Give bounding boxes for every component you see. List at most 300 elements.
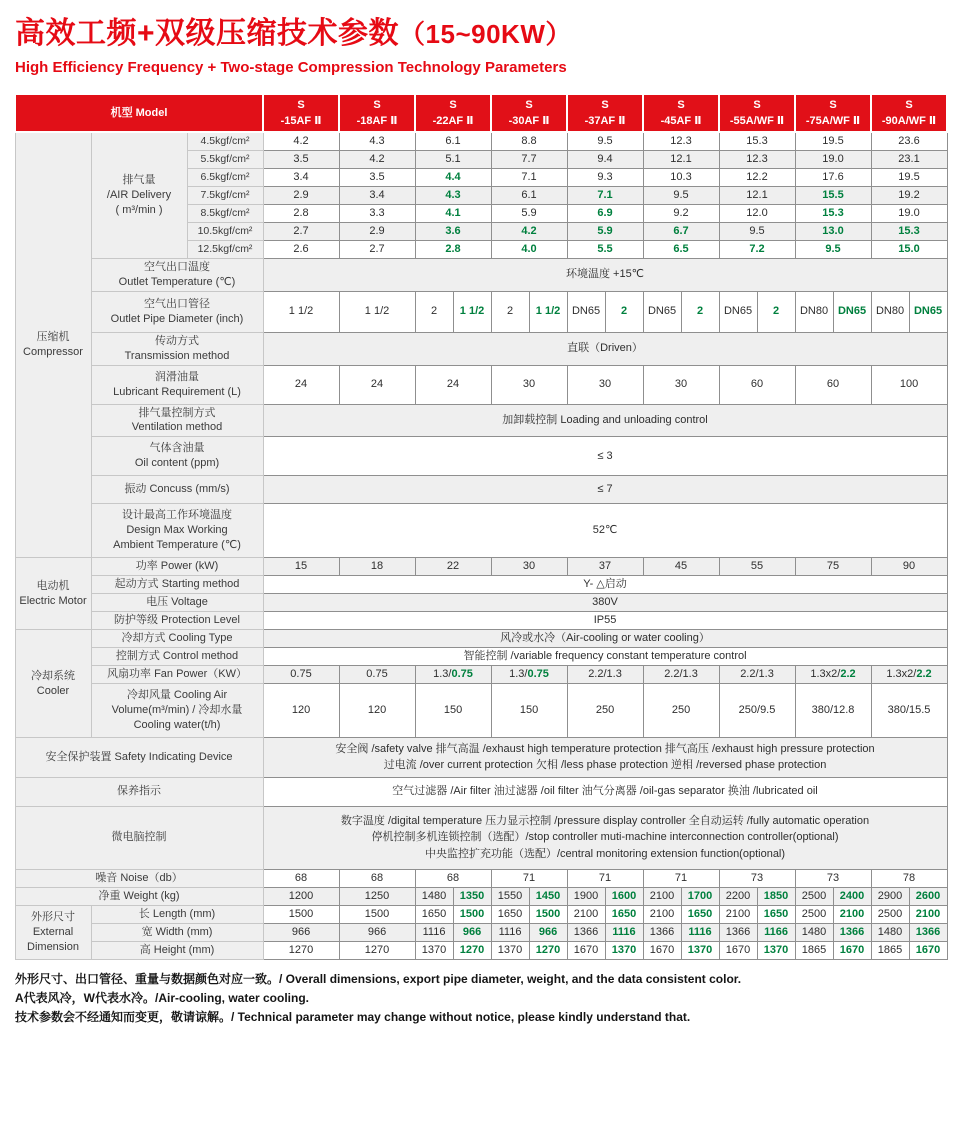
data-cell: 12.2: [719, 168, 795, 186]
data-cell: 1865: [871, 941, 909, 959]
row-label: [15, 887, 263, 905]
data-cell: 1270: [339, 941, 415, 959]
data-cell: 15.3: [795, 204, 871, 222]
data-cell: 9.5: [567, 132, 643, 150]
data-cell: IP55: [263, 612, 947, 630]
data-cell: 1366: [909, 923, 947, 941]
data-cell: 2.9: [263, 186, 339, 204]
data-cell: 150: [415, 683, 491, 737]
row-label: [15, 806, 263, 869]
data-cell: 6.7: [643, 222, 719, 240]
row-label-line: Ambient Temperature (℃): [113, 539, 241, 552]
model-header: [491, 94, 567, 132]
model-header-line: -45AF Ⅱ: [660, 115, 702, 127]
data-cell: 22: [415, 558, 491, 576]
data-cell: 380/12.8: [795, 683, 871, 737]
data-cell: 12.3: [719, 150, 795, 168]
row-label: [91, 404, 263, 437]
footnote-colors: 外形尺寸、出口管径、重量与数据颜色对应一致。/ Overall dimensions, export pipe diameter, weight, and the data consistent color.: [15, 971, 742, 986]
row-label-line: 气体含油量: [149, 442, 205, 455]
data-cell: 45: [643, 558, 719, 576]
data-cell: 4.0: [491, 240, 567, 258]
data-cell: 3.5: [263, 150, 339, 168]
group-label: [15, 132, 91, 558]
data-cell: 1670: [567, 941, 605, 959]
data-cell: 0.75: [339, 665, 415, 683]
data-cell: 1670: [909, 941, 947, 959]
data-cell: 空气过滤器 /Air filter 油过滤器 /oil filter 油气分离器 /oil-gas separator 换油 /lubricated oil: [263, 777, 947, 806]
model-header: [795, 94, 871, 132]
data-cell: 68: [415, 869, 491, 887]
data-cell: 6.1: [415, 132, 491, 150]
data-cell: 17.6: [795, 168, 871, 186]
row-label: [91, 476, 263, 504]
data-cell: 1600: [605, 887, 643, 905]
model-header-label: 机型 Model: [15, 94, 263, 132]
data-cell: 2.7: [263, 222, 339, 240]
data-cell: [871, 665, 947, 683]
data-cell: 1366: [643, 923, 681, 941]
table-row: [15, 806, 947, 869]
data-cell: 6.5: [643, 240, 719, 258]
row-label-line: 排气量: [122, 174, 156, 187]
data-cell: 2.2/1.3: [567, 665, 643, 683]
data-cell: 71: [643, 869, 719, 887]
data-cell: 3.5: [339, 168, 415, 186]
row-label-line: 排气量控制方式: [138, 406, 216, 419]
data-cell-line: 停机控制多机连锁控制（选配）/stop controller muti-machine interconnection controller(optional): [371, 831, 839, 844]
data-cell: 1370: [681, 941, 719, 959]
row-label-line: Outlet Temperature (℃): [118, 275, 236, 288]
data-cell: 966: [453, 923, 491, 941]
row-label-line: 宽 Width (mm): [141, 925, 213, 938]
data-cell: 1366: [833, 923, 871, 941]
data-cell: 9.5: [795, 240, 871, 258]
row-label: [91, 630, 263, 648]
row-label-line: Design Max Working: [126, 524, 228, 537]
data-cell: 71: [567, 869, 643, 887]
row-label: [91, 941, 263, 959]
data-cell: 12.3: [643, 132, 719, 150]
data-cell: 风冷或水冷（Air-cooling or water cooling）: [263, 630, 947, 648]
data-cell: 1650: [491, 905, 529, 923]
model-header-line: S: [525, 98, 533, 111]
row-label-line: 风扇功率 Fan Power（KW）: [107, 667, 247, 680]
data-cell-part: 0.75: [527, 667, 549, 680]
data-cell: 19.2: [871, 186, 947, 204]
row-label-line: ( m³/min ): [115, 203, 163, 216]
data-cell-line: 安全阀 /safety valve 排气高温 /exhaust high temperature protection 排气高压 /exhaust high pressure protection: [335, 742, 875, 755]
model-header-line: -22AF Ⅱ: [432, 115, 474, 127]
group-label-line: Dimension: [27, 940, 79, 953]
table-row: [15, 648, 947, 666]
row-label: [91, 612, 263, 630]
data-cell: 23.6: [871, 132, 947, 150]
data-cell: 1480: [795, 923, 833, 941]
row-label-line: Lubricant Requirement (L): [113, 385, 241, 398]
data-cell: 1366: [567, 923, 605, 941]
row-label: [91, 365, 263, 404]
data-cell: 150: [491, 683, 567, 737]
data-cell: 19.5: [795, 132, 871, 150]
data-cell: 1250: [339, 887, 415, 905]
data-cell: DN65: [567, 291, 605, 332]
table-row: [15, 404, 947, 437]
data-cell: [263, 737, 947, 777]
data-cell: 2: [757, 291, 795, 332]
data-cell: 30: [491, 365, 567, 404]
data-cell: 1270: [529, 941, 567, 959]
group-label-line: External: [32, 925, 74, 938]
data-cell: 1 1/2: [263, 291, 339, 332]
data-cell: 4.4: [415, 168, 491, 186]
data-cell: 1370: [415, 941, 453, 959]
row-label: [91, 437, 263, 476]
data-cell: 24: [415, 365, 491, 404]
data-cell: DN80: [871, 291, 909, 332]
model-header-line: -30AF Ⅱ: [508, 115, 550, 127]
data-cell-line: 中央监控扩充功能（选配）/central monitoring extension function(optional): [424, 848, 786, 861]
data-cell: [263, 806, 947, 869]
data-cell: 2100: [643, 905, 681, 923]
data-cell: 5.1: [415, 150, 491, 168]
row-label-line: Outlet Pipe Diameter (inch): [110, 312, 244, 325]
row-label-line: 噪音 Noise（db）: [95, 871, 183, 884]
footnote-cooling-codes: A代表风冷，W代表水冷。/Air-cooling, water cooling.: [15, 991, 310, 1006]
data-cell: 3.6: [415, 222, 491, 240]
data-cell: 2.8: [415, 240, 491, 258]
data-cell: 5.9: [567, 222, 643, 240]
data-cell: 2900: [871, 887, 909, 905]
model-header-line: S: [829, 98, 837, 111]
data-cell: 1116: [415, 923, 453, 941]
data-cell: 5.9: [491, 204, 567, 222]
data-cell: 15.3: [871, 222, 947, 240]
data-cell: 2500: [871, 905, 909, 923]
row-label-line: 传动方式: [155, 334, 199, 347]
data-cell: ≤ 7: [263, 476, 947, 504]
data-cell: 250/9.5: [719, 683, 795, 737]
data-cell: 68: [339, 869, 415, 887]
row-label-line: 电压 Voltage: [146, 596, 208, 609]
model-header-line: S: [905, 98, 913, 111]
data-cell: 2.7: [339, 240, 415, 258]
row-label-line: 长 Length (mm): [138, 907, 216, 920]
data-cell: 2.2/1.3: [719, 665, 795, 683]
group-label: [15, 905, 91, 959]
data-cell: Y- △启动: [263, 576, 947, 594]
data-cell: 4.2: [491, 222, 567, 240]
row-label: [91, 594, 263, 612]
row-label-line: 冷却风量 Cooling Air: [126, 689, 228, 702]
page-title: [15, 8, 960, 52]
data-cell: 2: [415, 291, 453, 332]
table-row: [15, 737, 947, 777]
data-cell-part: 0.75: [451, 667, 473, 680]
data-cell: 1450: [529, 887, 567, 905]
model-header-line: S: [753, 98, 761, 111]
data-cell: 9.5: [719, 222, 795, 240]
table-row: [15, 887, 947, 905]
row-label-line: 微电脑控制: [111, 831, 167, 844]
row-label: [91, 558, 263, 576]
data-cell: 3.4: [339, 186, 415, 204]
data-cell: 12.1: [643, 150, 719, 168]
model-header: [719, 94, 795, 132]
data-cell: 1 1/2: [339, 291, 415, 332]
data-cell: 2.6: [263, 240, 339, 258]
row-label: [15, 777, 263, 806]
model-header-line: S: [601, 98, 609, 111]
row-label-line: 防护等级 Protection Level: [114, 614, 240, 627]
data-cell: DN65: [833, 291, 871, 332]
data-cell: 120: [339, 683, 415, 737]
pressure-label: 10.5kgf/cm²: [187, 222, 263, 240]
row-label-line: 保养指示: [117, 785, 161, 798]
data-cell-part: 1.3/: [433, 667, 452, 680]
data-cell: 4.2: [339, 150, 415, 168]
group-label-line: 电动机: [36, 579, 70, 592]
data-cell: 15: [263, 558, 339, 576]
table-row: [15, 291, 947, 332]
row-label: [15, 737, 263, 777]
data-cell: 1500: [453, 905, 491, 923]
data-cell: 2600: [909, 887, 947, 905]
data-cell: 2200: [719, 887, 757, 905]
row-label: [91, 665, 263, 683]
model-header: [263, 94, 339, 132]
data-cell: 1900: [567, 887, 605, 905]
data-cell: 2400: [833, 887, 871, 905]
model-header-line: -55A/WF Ⅱ: [729, 115, 785, 127]
model-header-row: [15, 94, 947, 132]
data-cell: 2.9: [339, 222, 415, 240]
table-row: [15, 869, 947, 887]
data-cell: 71: [491, 869, 567, 887]
row-label: [91, 923, 263, 941]
model-header: [415, 94, 491, 132]
data-cell: 1370: [491, 941, 529, 959]
table-row: [15, 437, 947, 476]
data-cell: 18: [339, 558, 415, 576]
model-header-line: -18AF Ⅱ: [356, 115, 398, 127]
model-header: [339, 94, 415, 132]
data-cell: 1670: [643, 941, 681, 959]
row-label-line: 高 Height (mm): [139, 943, 215, 956]
model-header: [643, 94, 719, 132]
data-cell: 直联（Driven）: [263, 332, 947, 365]
data-cell: 0.75: [263, 665, 339, 683]
data-cell: 1270: [453, 941, 491, 959]
row-label-line: 功率 Power (kW): [135, 560, 219, 573]
data-cell: 60: [719, 365, 795, 404]
data-cell-part: 1.3x2/: [886, 667, 917, 680]
data-cell: 90: [871, 558, 947, 576]
data-cell: 19.5: [871, 168, 947, 186]
data-cell: 19.0: [871, 204, 947, 222]
data-cell: 13.0: [795, 222, 871, 240]
data-cell: 1500: [339, 905, 415, 923]
row-label-line: /AIR Delivery: [106, 189, 172, 201]
table-row: [15, 612, 947, 630]
model-header: [567, 94, 643, 132]
table-row: [15, 905, 947, 923]
data-cell: 23.1: [871, 150, 947, 168]
data-cell: 12.0: [719, 204, 795, 222]
row-label-line: Oil content (ppm): [134, 457, 220, 470]
data-cell: 环境温度 +15℃: [263, 258, 947, 291]
row-label: [91, 648, 263, 666]
table-row: [15, 258, 947, 291]
row-label-line: Transmission method: [124, 349, 230, 362]
data-cell: 2500: [795, 887, 833, 905]
pressure-label: 4.5kgf/cm²: [187, 132, 263, 150]
page-title-zh: 高效工频+双级压缩技术参数: [15, 17, 400, 50]
table-row: [15, 923, 947, 941]
model-header-line: S: [373, 98, 381, 111]
model-header-line: -15AF Ⅱ: [280, 115, 322, 127]
data-cell: [795, 665, 871, 683]
data-cell: 2100: [833, 905, 871, 923]
footnotes: [15, 970, 960, 1028]
data-cell: 966: [339, 923, 415, 941]
data-cell: 2100: [567, 905, 605, 923]
row-label: [91, 683, 263, 737]
data-cell: 9.2: [643, 204, 719, 222]
data-cell: 9.3: [567, 168, 643, 186]
data-cell: DN65: [643, 291, 681, 332]
row-label-line: 冷却方式 Cooling Type: [121, 632, 233, 645]
table-row: [15, 665, 947, 683]
data-cell: 15.3: [719, 132, 795, 150]
data-cell: 6.9: [567, 204, 643, 222]
data-cell: 3.3: [339, 204, 415, 222]
data-cell: 1 1/2: [453, 291, 491, 332]
row-label: [91, 576, 263, 594]
data-cell: 2: [491, 291, 529, 332]
data-cell: 4.3: [415, 186, 491, 204]
row-label-line: 净重 Weight (kg): [98, 889, 180, 902]
data-cell: 73: [795, 869, 871, 887]
table-row: [15, 332, 947, 365]
group-label-line: 冷却系统: [31, 669, 75, 682]
data-cell-line: 数字温度 /digital temperature 压力显示控制 /pressure display controller 全自动运转 /fully automatic operation: [340, 814, 870, 827]
data-cell: 2500: [795, 905, 833, 923]
data-cell: 6.1: [491, 186, 567, 204]
row-label-line: 控制方式 Control method: [115, 650, 239, 663]
row-label: [91, 258, 263, 291]
footnote-disclaimer: 技术参数会不经通知而变更，敬请谅解。/ Technical parameter may change without notice, please kindly understand that.: [15, 1010, 691, 1025]
table-body: [15, 132, 947, 959]
model-header-line: S: [449, 98, 457, 111]
row-label: [91, 132, 187, 258]
table-row: [15, 594, 947, 612]
data-cell: 7.1: [491, 168, 567, 186]
data-cell: 30: [491, 558, 567, 576]
pressure-label: 12.5kgf/cm²: [187, 240, 263, 258]
data-cell: 1650: [757, 905, 795, 923]
spec-sheet: [0, 8, 960, 1027]
data-cell: 1116: [681, 923, 719, 941]
model-header-line: -37AF Ⅱ: [584, 115, 626, 127]
data-cell: 1200: [263, 887, 339, 905]
data-cell: 1116: [605, 923, 643, 941]
table-row: [15, 365, 947, 404]
table-row: [15, 683, 947, 737]
data-cell: 30: [567, 365, 643, 404]
table-row: [15, 777, 947, 806]
data-cell: 智能控制 /variable frequency constant temperature control: [263, 648, 947, 666]
model-header-line: S: [297, 98, 305, 111]
data-cell: 100: [871, 365, 947, 404]
group-label-line: Electric Motor: [19, 594, 87, 607]
data-cell: 15.0: [871, 240, 947, 258]
row-label: [91, 905, 263, 923]
row-label-line: Volume(m³/min) / 冷却水量: [111, 703, 243, 716]
data-cell-part: 2.2: [916, 667, 932, 680]
data-cell: 1670: [833, 941, 871, 959]
data-cell: 19.0: [795, 150, 871, 168]
table-row: [15, 476, 947, 504]
data-cell: 1166: [757, 923, 795, 941]
data-cell: 1670: [719, 941, 757, 959]
row-label-line: 安全保护装置 Safety Indicating Device: [45, 750, 233, 763]
data-cell: 10.3: [643, 168, 719, 186]
model-header-line: S: [677, 98, 685, 111]
data-cell: 4.1: [415, 204, 491, 222]
data-cell: 30: [643, 365, 719, 404]
data-cell: DN65: [719, 291, 757, 332]
data-cell: 966: [529, 923, 567, 941]
pressure-label: 5.5kgf/cm²: [187, 150, 263, 168]
data-cell: 8.8: [491, 132, 567, 150]
data-cell: 52℃: [263, 504, 947, 558]
data-cell: 9.5: [643, 186, 719, 204]
data-cell: 1370: [757, 941, 795, 959]
spec-table: [14, 93, 948, 960]
row-label: [15, 869, 263, 887]
data-cell: 2100: [909, 905, 947, 923]
group-label: [15, 558, 91, 630]
data-cell: DN80: [795, 291, 833, 332]
data-cell: 7.2: [719, 240, 795, 258]
data-cell: 24: [339, 365, 415, 404]
data-cell: 1116: [491, 923, 529, 941]
data-cell: 1270: [263, 941, 339, 959]
row-label: [91, 291, 263, 332]
data-cell: 380V: [263, 594, 947, 612]
row-label-line: Ventilation method: [131, 421, 223, 434]
data-cell: DN65: [909, 291, 947, 332]
page-title-range: （15~90KW）: [399, 19, 572, 49]
data-cell: 1480: [415, 887, 453, 905]
row-label: [91, 504, 263, 558]
table-header: [15, 94, 947, 132]
group-label-line: 外形尺寸: [31, 911, 75, 924]
group-label-line: 压缩机: [36, 331, 70, 344]
group-label: [15, 630, 91, 738]
data-cell: 120: [263, 683, 339, 737]
table-row: [15, 132, 947, 150]
data-cell: 250: [643, 683, 719, 737]
data-cell: 9.4: [567, 150, 643, 168]
data-cell: 2: [605, 291, 643, 332]
row-label-line: 设计最高工作环境温度: [122, 509, 232, 522]
row-label-line: Cooling water(t/h): [133, 718, 221, 731]
data-cell: 3.4: [263, 168, 339, 186]
table-row: [15, 504, 947, 558]
data-cell: 37: [567, 558, 643, 576]
